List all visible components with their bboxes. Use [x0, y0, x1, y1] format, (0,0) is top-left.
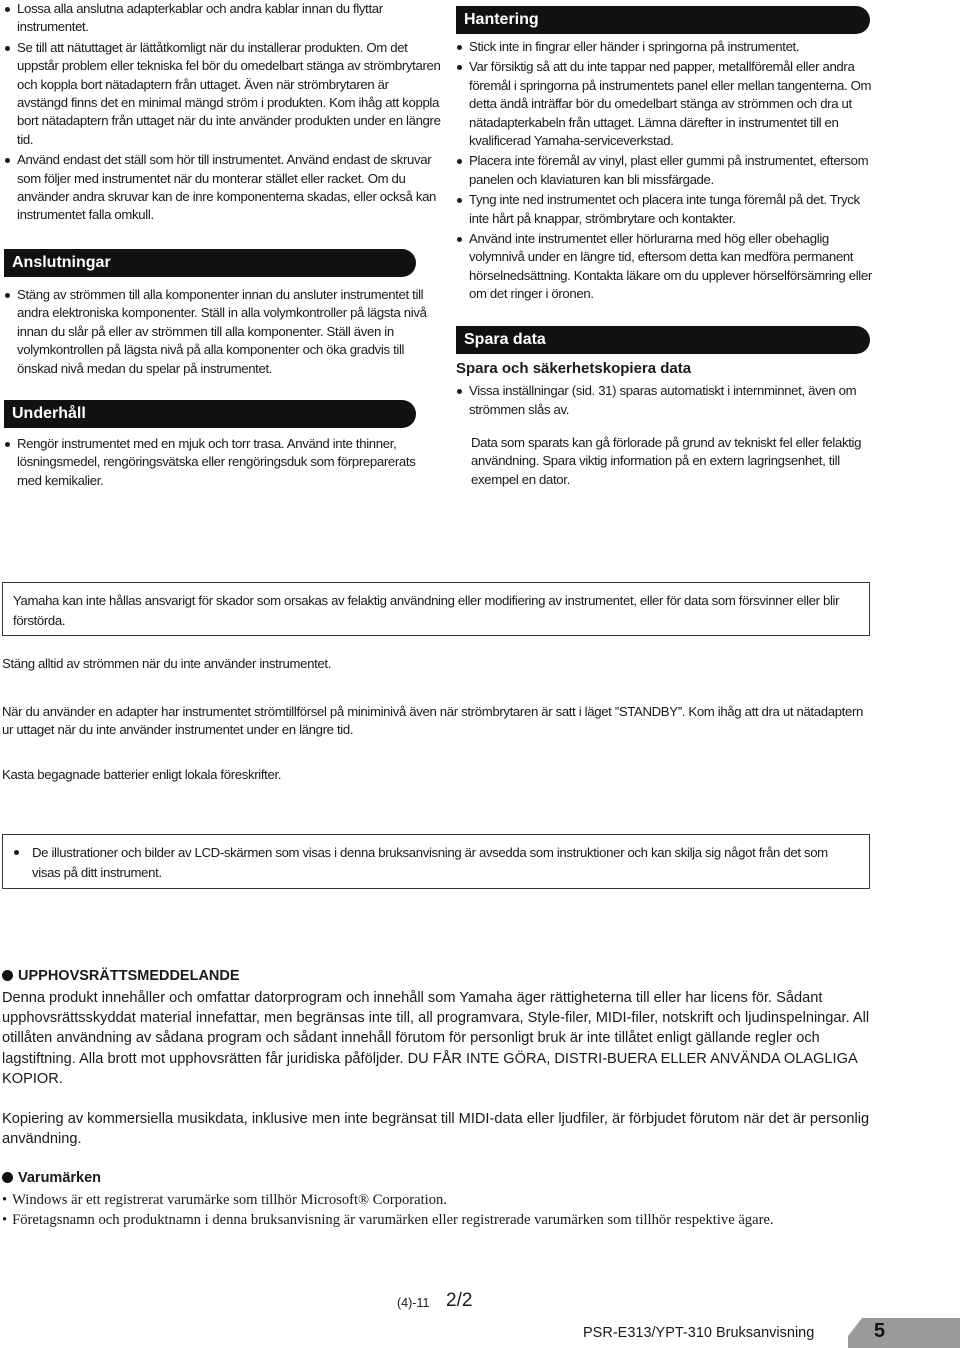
list-item: Tyng inte ned instrumentet och placera inte tunga föremål på det. Tryck inte hårt på knappar, strömbrytare och kontakter. — [456, 191, 874, 228]
copyright-paragraph: Denna produkt innehåller och omfattar datorprogram och innehåll som Yamaha äger rättigheterna till eller har licens för. Sådant upphovsrättsskyddat material innefattar, men begränsas inte till, all programvara, Style-filer, MIDI-filer, notskrift och ljudinspelningar. All otillåten användning av sådana program och sådant innehåll förutom för personligt bruk är inte tillåtet enligt gällande regler och lagstiftning. Alla brott mot upphovsrätten får juridiska påföljder. DU FÅR INTE GÖRA, DISTRI-BUERA ELLER ANVÄNDA OLAGLIGA KOPIOR. — [2, 990, 870, 1087]
list-item: Vissa inställningar (sid. 31) sparas automatiskt i internminnet, även om strömmen slås av. — [456, 382, 874, 419]
hantering-list — [456, 38, 874, 304]
list-item: • Windows är ett registrerat varumärke som tillhör Microsoft® Corporation. — [2, 1190, 872, 1210]
list-item: Stick inte in fingrar eller händer i springorna på instrumentet. — [456, 38, 874, 56]
notice-adapter: När du använder en adapter har instrumentet strömtillförsel på miniminivå även när strömbrytaren är satt i läget ”STANDBY”. Kom ihåg att dra ut nätadaptern ur uttaget när du inte använder instrumentet under en längre tid. — [2, 704, 864, 737]
right-column — [456, 6, 874, 489]
section-heading-underhall: Underhåll — [4, 400, 416, 428]
left-column — [4, 0, 442, 490]
copyright-heading — [2, 968, 240, 984]
anslutningar-list — [4, 286, 442, 378]
page-number: 5 — [874, 1320, 886, 1342]
manual-title: PSR-E313/YPT-310 Bruksanvisning — [583, 1325, 815, 1341]
list-item: Se till att nätuttaget är lättåtkomligt när du installerar produkten. Om det uppstår problem eller tekniska fel bör du omedelbart stänga av strömbrytaren och koppla bort nätadaptern från uttaget. Även när strömbrytaren är avstängd finns det en minimal mängd ström i produkten. Kom ihåg att koppla bort nätadaptern från uttaget när du inte använder produkten under en längre tid. — [4, 39, 442, 149]
section-heading-hantering: Hantering — [456, 6, 870, 34]
spara-data-list — [456, 382, 874, 419]
footer-fraction: 2/2 — [446, 1290, 473, 1311]
underhall-list — [4, 435, 442, 490]
notice-batteries: Kasta begagnade batterier enligt lokala föreskrifter. — [2, 767, 282, 782]
footer-code: (4)-11 — [397, 1296, 430, 1310]
notice-power-off: Stäng alltid av strömmen när du inte använder instrumentet. — [2, 656, 332, 671]
disclaimer-text: Yamaha kan inte hållas ansvarigt för skador som orsakas av felaktig användning eller modifiering av instrumentet, eller för data som försvinner eller blir förstörda. — [13, 593, 840, 628]
list-item: Stäng av strömmen till alla komponenter innan du ansluter instrumentet till andra elektroniska komponenter. Ställ in alla volymkontroller på lägsta nivå innan du slår på eller av strömmen till alla komponenter. Ställ även in volymkontrollen på lägsta nivå på alla komponenter och öka gradvis till önskad nivå medan du spelar på instrumentet. — [4, 286, 442, 378]
spara-data-paragraph: Data som sparats kan gå förlorade på grund av tekniskt fel eller felaktig användning. Spara viktig information på en extern lagringsenhet, till exempel en dator. — [471, 434, 862, 487]
subheading-spara-sakerhetskopiera: Spara och säkerhetskopiera data — [456, 359, 692, 377]
copyright-heading-text: UPPHOVSRÄTTSMEDDELANDE — [18, 968, 240, 984]
list-item: Placera inte föremål av vinyl, plast eller gummi på instrumentet, eftersom panelen och klaviaturen kan bli missfärgade. — [456, 152, 874, 189]
illustration-box — [2, 834, 870, 889]
bullet-dot-icon — [2, 970, 13, 981]
trademarks-heading-text: Varumärken — [18, 1170, 102, 1186]
illustration-list — [13, 843, 859, 883]
list-item: Använd inte instrumentet eller hörlurarna med hög eller obehaglig volymnivå under en längre tid, eftersom detta kan medföra permanent hörselnedsättning. Kontakta läkare om du upplever hörselförsämring eller om det ringer i öronen. — [456, 230, 874, 304]
list-item: Rengör instrumentet med en mjuk och torr trasa. Använd inte thinner, lösningsmedel, rengöringsvätska eller rengöringsduk som förpreparerats med kemikalier. — [4, 435, 442, 490]
trademarks-heading — [2, 1170, 101, 1186]
section-heading-anslutningar: Anslutningar — [4, 249, 416, 277]
page-tab — [848, 1318, 960, 1348]
list-item: De illustrationer och bilder av LCD-skärmen som visas i denna bruksanvisning är avsedda som instruktioner och kan skilja sig något från det som visas på ditt instrument. — [13, 843, 859, 883]
disclaimer-box — [2, 582, 870, 636]
list-item: • Företagsnamn och produktnamn i denna bruksanvisning är varumärken eller registrerade varumärken som tillhör respektive ägare. — [2, 1210, 872, 1230]
intro-list — [4, 0, 442, 225]
list-item: Använd endast det ställ som hör till instrumentet. Använd endast de skruvar som följer med instrumentet när du monterar stället eller racket. Om du använder andra skruvar kan de inre komponenterna skadas, eller också kan instrumentet falla omkull. — [4, 151, 442, 225]
copying-paragraph: Kopiering av kommersiella musikdata, inklusive men inte begränsat till MIDI-data eller ljudfiler, är förbjudet förutom när det är personlig användning. — [2, 1111, 870, 1148]
trademarks-list — [2, 1190, 872, 1230]
bullet-dot-icon — [2, 1172, 13, 1183]
section-heading-spara-data: Spara data — [456, 326, 870, 354]
list-item: Lossa alla anslutna adapterkablar och andra kablar innan du flyttar instrumentet. — [4, 0, 442, 37]
list-item: Var försiktig så att du inte tappar ned papper, metallföremål eller andra föremål i springorna på instrumentets panel eller mellan tangenterna. Om detta ändå inträffar bör du omedelbart stänga av strömmen och dra ut nätadapterkabeln från uttaget. Lämna därefter in instrumentet till en kvalificerad Yamaha-serviceverkstad. — [456, 58, 874, 150]
